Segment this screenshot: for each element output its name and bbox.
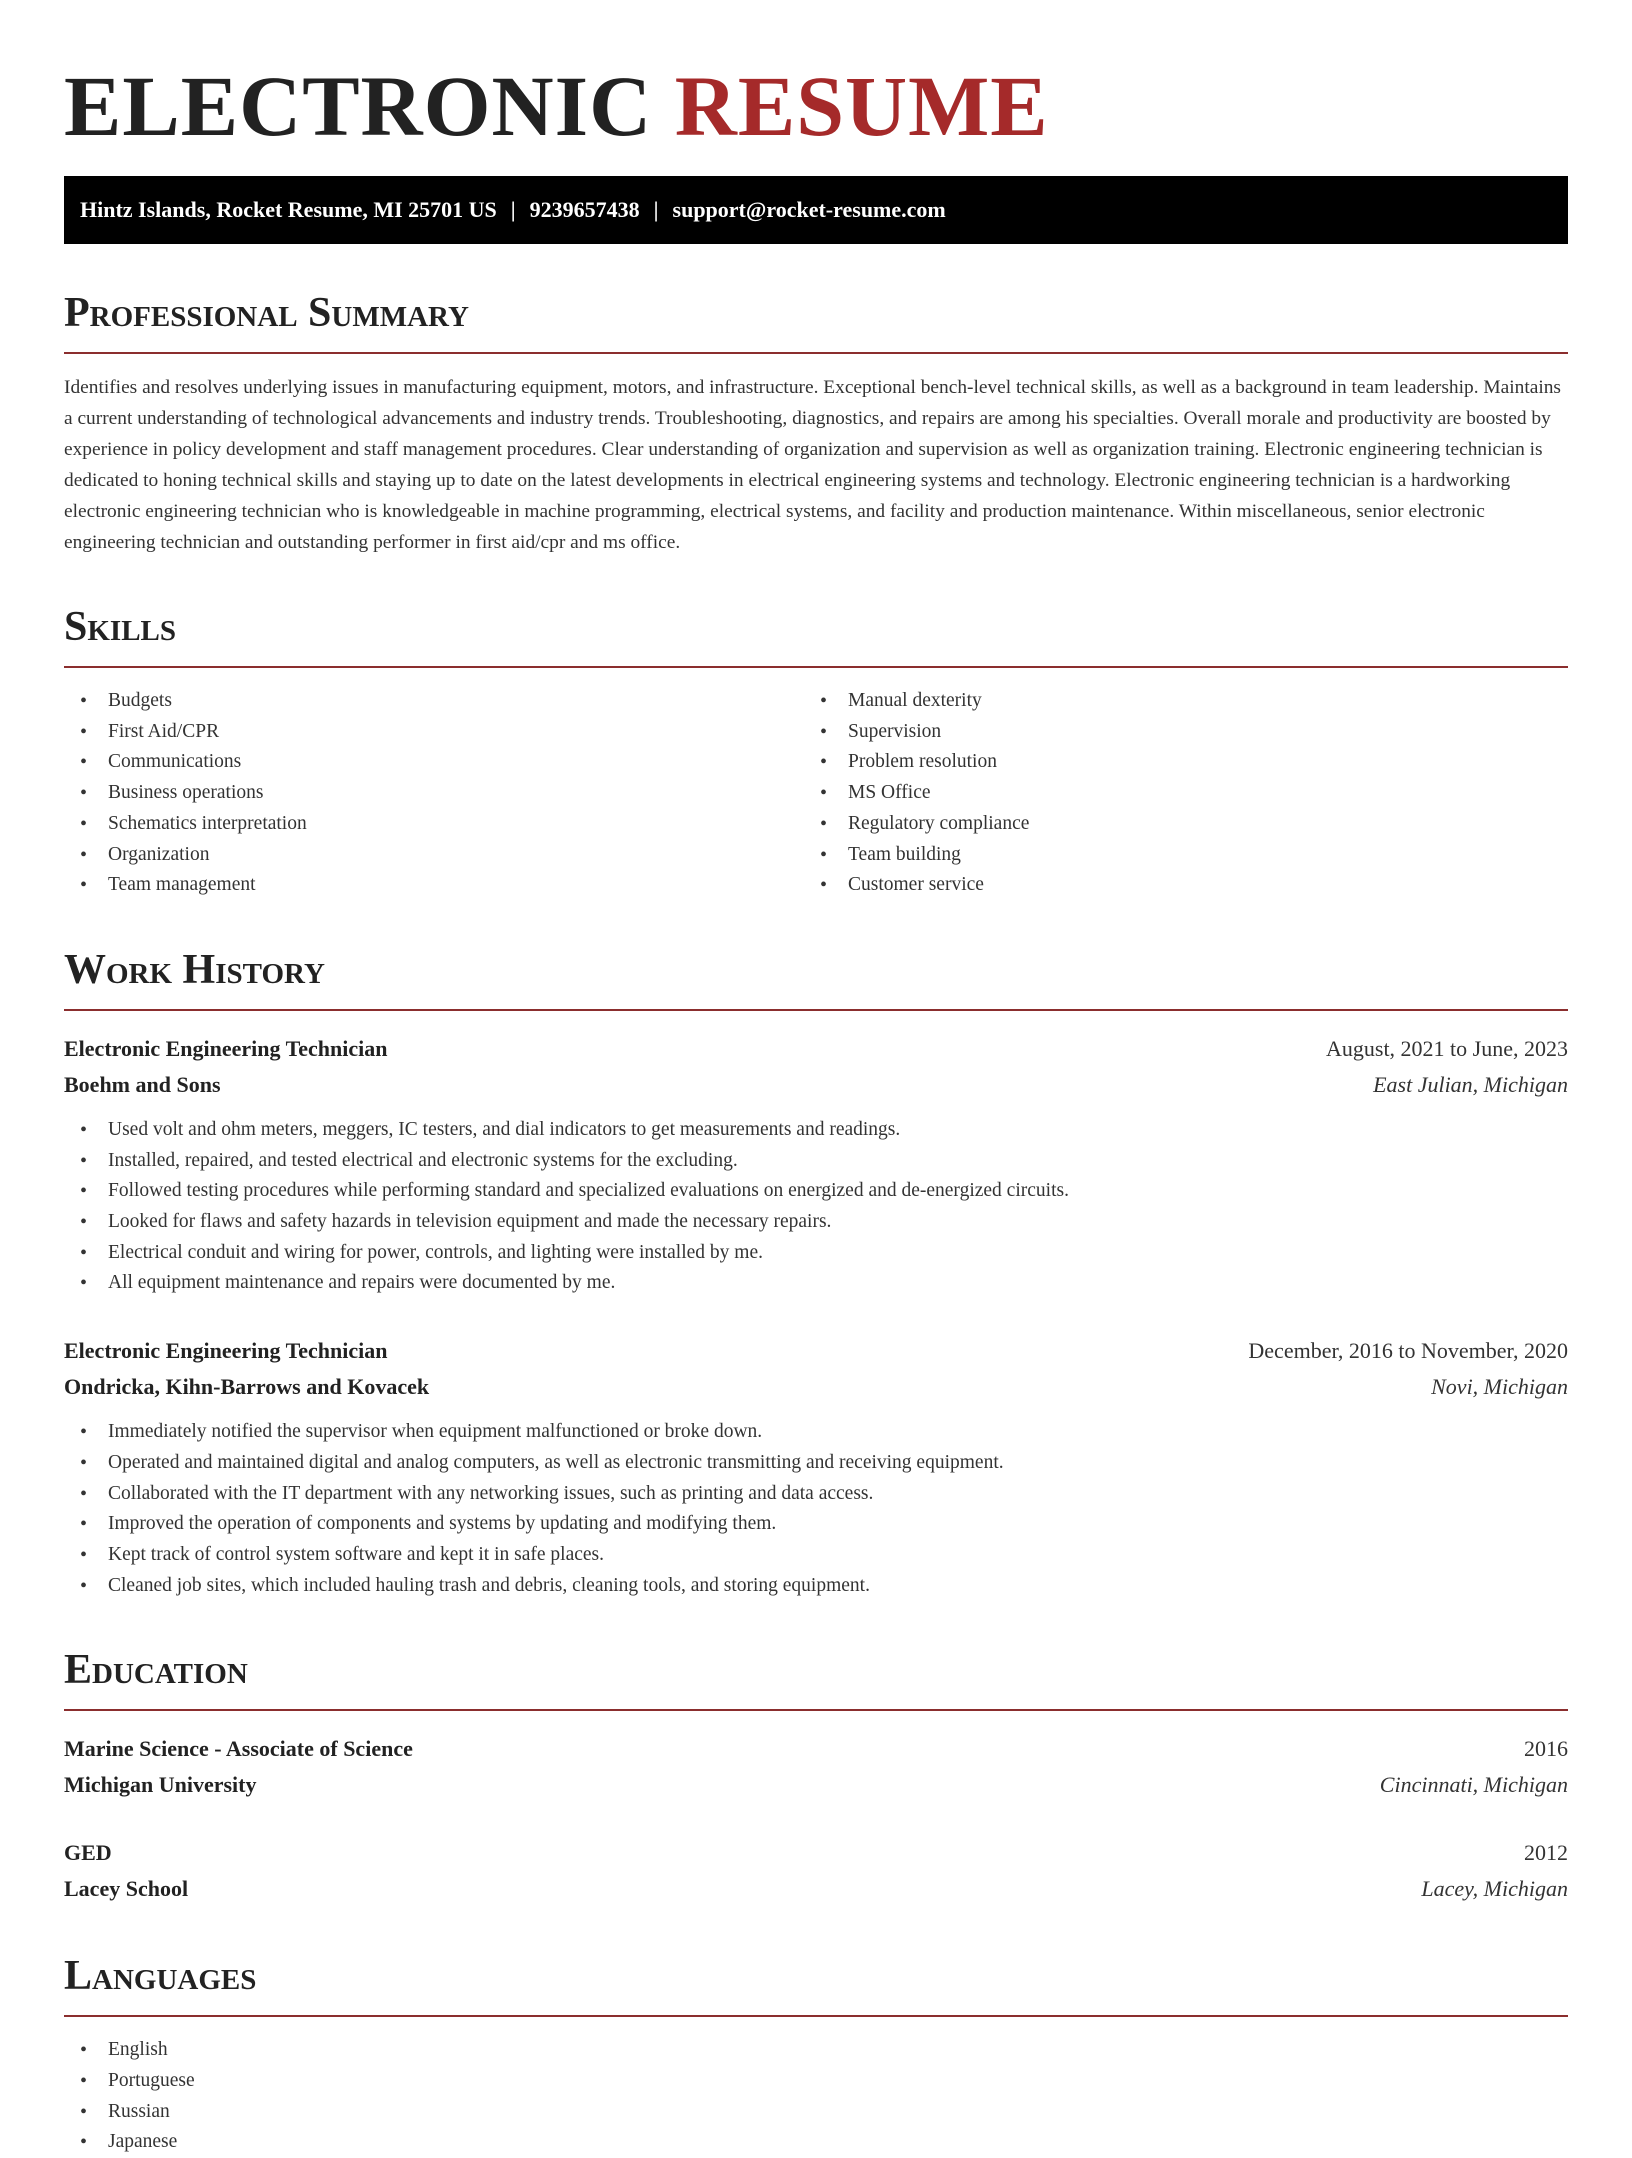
- language-item: • Japanese: [64, 2127, 1568, 2158]
- education-school-row: [64, 1871, 1568, 1907]
- skill-item: • MS Office: [804, 778, 1544, 809]
- job-title-row: [64, 1031, 1568, 1067]
- skill-item: • Supervision: [804, 717, 1544, 748]
- job-company: Boehm and Sons: [64, 1071, 221, 1097]
- skill-item: • Regulatory compliance: [804, 809, 1544, 840]
- job-location: East Julian, Michigan: [1373, 1071, 1568, 1097]
- work-history-heading: Work History: [64, 945, 1568, 1011]
- job-duty: • Used volt and ohm meters, meggers, IC testers, and dial indicators to get measurements and readings.: [64, 1115, 1568, 1146]
- education-school-row: [64, 1767, 1568, 1803]
- summary-heading: Professional Summary: [64, 288, 1568, 354]
- skill-item: • Manual dexterity: [804, 686, 1544, 717]
- skills-right-list: [804, 686, 1544, 901]
- languages-section: [64, 1951, 1568, 2158]
- contact-bar: [64, 176, 1568, 244]
- skill-item: • Customer service: [804, 870, 1544, 901]
- work-history-section: [64, 945, 1568, 1601]
- contact-address: Hintz Islands, Rocket Resume, MI 25701 US: [80, 197, 497, 222]
- education-year: 2012: [1524, 1840, 1568, 1866]
- job-duty: • Followed testing procedures while performing standard and specialized evaluations on energized and de-energized circuits.: [64, 1176, 1568, 1207]
- education-degree: GED: [64, 1840, 112, 1866]
- job-company: Ondricka, Kihn-Barrows and Kovacek: [64, 1374, 430, 1400]
- education-location: Cincinnati, Michigan: [1379, 1772, 1568, 1798]
- education-school: Lacey School: [64, 1876, 189, 1902]
- job-duty: • Kept track of control system software and kept it in safe places.: [64, 1540, 1568, 1571]
- skill-item: • Problem resolution: [804, 747, 1544, 778]
- skill-item: • Budgets: [64, 686, 804, 717]
- job-dates: December, 2016 to November, 2020: [1248, 1338, 1568, 1364]
- skill-item: • Communications: [64, 747, 804, 778]
- job-company-row: [64, 1369, 1568, 1405]
- job-company-row: [64, 1067, 1568, 1103]
- skill-item: • Business operations: [64, 778, 804, 809]
- job-duty: • Installed, repaired, and tested electrical and electronic systems for the excluding.: [64, 1146, 1568, 1177]
- resume-title: [64, 0, 1568, 156]
- skill-item: • Organization: [64, 840, 804, 871]
- job-entry: [64, 1333, 1568, 1601]
- job-title-row: [64, 1333, 1568, 1369]
- job-duty: • Operated and maintained digital and analog computers, as well as electronic transmitting and receiving equipment.: [64, 1448, 1568, 1479]
- language-item: • Russian: [64, 2097, 1568, 2128]
- contact-separator: |: [510, 197, 516, 222]
- title-accent: RESUME: [674, 58, 1049, 154]
- skills-section: [64, 602, 1568, 901]
- contact-phone[interactable]: 9239657438: [529, 197, 640, 222]
- job-duties-list: [64, 1115, 1568, 1299]
- languages-heading: Languages: [64, 1951, 1568, 2017]
- skills-left-list: [64, 686, 804, 901]
- job-duty: • Electrical conduit and wiring for power, controls, and lighting were installed by me.: [64, 1238, 1568, 1269]
- education-degree-row: [64, 1835, 1568, 1871]
- education-section: [64, 1645, 1568, 1907]
- resume-page: [64, 0, 1568, 2158]
- education-heading: Education: [64, 1645, 1568, 1711]
- languages-list: [64, 2035, 1568, 2158]
- skill-item: • Team management: [64, 870, 804, 901]
- contact-separator: |: [653, 197, 659, 222]
- summary-text: Identifies and resolves underlying issues in manufacturing equipment, motors, and infrastructure. Exceptional bench-level technical skills, as well as a background in team leadership. Maintains a current understanding of technological advancements and industry trends. Troubleshooting, diagnostics, and repairs are among his specialties. Overall morale and productivity are boosted by experience in policy development and staff management procedures. Clear understanding of organization and supervision as well as organization training. Electronic engineering technician is dedicated to honing technical skills and staying up to date on the latest developments in electrical engineering systems and technology. Electronic engineering technician is a hardworking electronic engineering technician who is knowledgeable in machine programming, electrical systems, and facility and production maintenance. Within miscellaneous, senior electronic engineering technician and outstanding performer in first aid/cpr and ms office.: [64, 377, 1561, 553]
- education-entry: [64, 1835, 1568, 1907]
- education-degree: Marine Science - Associate of Science: [64, 1736, 413, 1762]
- title-main: ELECTRONIC: [64, 58, 653, 154]
- skill-item: • Team building: [804, 840, 1544, 871]
- job-duty: • Collaborated with the IT department with any networking issues, such as printing and data access.: [64, 1479, 1568, 1510]
- job-dates: August, 2021 to June, 2023: [1326, 1035, 1568, 1061]
- language-item: • English: [64, 2035, 1568, 2066]
- summary-section: [64, 288, 1568, 558]
- job-duties-list: [64, 1417, 1568, 1601]
- job-duty: • Looked for flaws and safety hazards in television equipment and made the necessary repairs.: [64, 1207, 1568, 1238]
- skills-grid: [64, 668, 1568, 901]
- education-location: Lacey, Michigan: [1421, 1876, 1568, 1902]
- job-location: Novi, Michigan: [1431, 1374, 1568, 1400]
- skills-heading: Skills: [64, 602, 1568, 668]
- language-item: • Portuguese: [64, 2066, 1568, 2097]
- job-duty: • Immediately notified the supervisor when equipment malfunctioned or broke down.: [64, 1417, 1568, 1448]
- skill-item: • Schematics interpretation: [64, 809, 804, 840]
- job-duty: • All equipment maintenance and repairs were documented by me.: [64, 1268, 1568, 1299]
- job-entry: [64, 1031, 1568, 1299]
- job-duty: • Improved the operation of components and systems by updating and modifying them.: [64, 1509, 1568, 1540]
- job-duty: • Cleaned job sites, which included hauling trash and debris, cleaning tools, and storing equipment.: [64, 1571, 1568, 1602]
- skill-item: • First Aid/CPR: [64, 717, 804, 748]
- education-degree-row: [64, 1731, 1568, 1767]
- education-year: 2016: [1524, 1736, 1568, 1762]
- job-title: Electronic Engineering Technician: [64, 1035, 388, 1061]
- education-entry: [64, 1731, 1568, 1803]
- contact-email[interactable]: support@rocket-resume.com: [672, 197, 946, 222]
- job-title: Electronic Engineering Technician: [64, 1338, 388, 1364]
- education-school: Michigan University: [64, 1772, 257, 1798]
